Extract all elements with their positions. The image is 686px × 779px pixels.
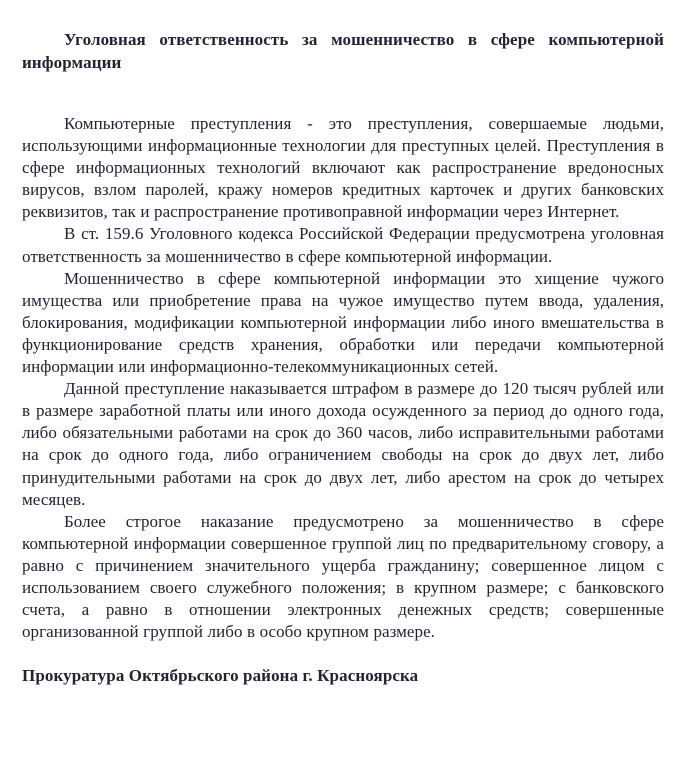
paragraph-fraud-definition: Мошенничество в сфере компьютерной информации это хищение чужого имущества или приобретение права на чужое имущество путем ввода, удаления, блокирования, модификации компьютерной информации либо иного вмешательства в функционирование средств хранения, обработки или передачи компьютерной информации или информационно-телекоммуникационных сетей. (22, 268, 664, 377)
paragraph-punishment: Данной преступление наказывается штрафом в размере до 120 тысяч рублей или в размере заработной платы или иного дохода осужденного за период до одного года, либо обязательными работами на срок до 360 часов, либо исправительными работами на срок до одного года, либо ограничением свободы на срок до двух лет, либо принудительными работами на срок до двух лет, либо арестом на срок до четырех месяцев. (22, 379, 664, 509)
paragraph-definition: Компьютерные преступления - это преступления, совершаемые людьми, использующими информационные технологии для преступных целей. Преступления в сфере информационных технологий включают как распространение вредоносных вирусов, взлом паролей, кражу номеров кредитных карточек и других банковских реквизитов, так и распространение противоправной информации через Интернет. (22, 114, 664, 222)
paragraph-article-159-6: В ст. 159.6 Уголовного кодекса Российской Федерации предусмотрена уголовная ответственность за мошенничество в сфере компьютерной информации. (22, 224, 664, 266)
page-title: Уголовная ответственность за мошенничество в сфере компьютерной информации (22, 30, 664, 72)
signature-line: Прокуратура Октябрьского района г. Красноярска (22, 666, 419, 686)
paragraph-aggravated-punishment: Более строгое наказание предусмотрено за мошенничество в сфере компьютерной информации совершенное группой лиц по предварительному сговору, а равно с причинением значительного ущерба гражданину; совершенное лицом с использованием своего служебного положения; в крупном размере; с банковского счета, а равно в отношении электронных денежных средств; совершенные организованной группой либо в особо крупном размере. (22, 511, 664, 642)
